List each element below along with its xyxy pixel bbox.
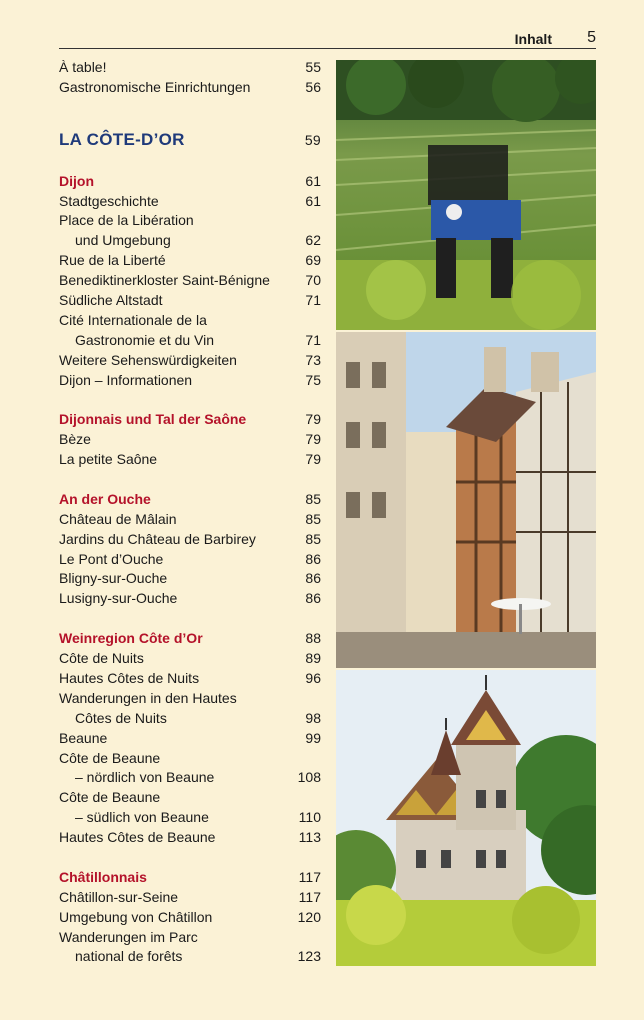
toc-entry: Hautes Côtes de Beaune 113 <box>59 829 321 846</box>
toc-section-heading: Châtillonnais 117 <box>59 868 321 885</box>
toc-entry: Stadtgeschichte 61 <box>59 192 321 209</box>
page-header <box>59 28 596 48</box>
toc-entry: Bligny-sur-Ouche 86 <box>59 570 321 587</box>
toc-entry: Wanderungen im Parc <box>59 928 198 945</box>
toc-entry: und Umgebung 62 <box>75 232 321 249</box>
toc-entry: Bèze 79 <box>59 431 321 448</box>
toc-entry: Umgebung von Châtillon 120 <box>59 908 321 925</box>
vineyard-tractor-photo <box>336 60 596 330</box>
toc-entry: À table! 55 <box>59 59 321 75</box>
toc-entry: Place de la Libération <box>59 212 194 229</box>
toc-entry: Châtillon-sur-Seine 117 <box>59 888 321 905</box>
header-title: Inhalt <box>514 31 552 47</box>
dijon-street-photo <box>336 332 596 668</box>
header-page-number: 5 <box>587 29 596 46</box>
toc-entry: Côtes de Nuits 98 <box>75 709 321 726</box>
toc-entry: Côte de Beaune <box>59 749 161 766</box>
toc-section-heading: Dijon 61 <box>59 172 321 189</box>
header-rule <box>59 48 596 49</box>
toc-entry: Côte de Nuits 89 <box>59 650 321 667</box>
photo-column <box>336 60 596 966</box>
toc-entry: Côte de Beaune <box>59 789 161 806</box>
toc-entry: Jardins du Château de Barbirey 85 <box>59 530 321 547</box>
toc-entry: Beaune 99 <box>59 729 321 746</box>
toc-entry: Dijon – Informationen 75 <box>59 371 321 388</box>
toc-entry: Benediktinerkloster Saint-Bénigne 70 <box>59 272 321 289</box>
toc-entry: Lusigny-sur-Ouche 86 <box>59 590 321 607</box>
toc-entry: Rue de la Liberté 69 <box>59 252 321 269</box>
toc-entry: La petite Saône 79 <box>59 451 321 468</box>
toc-entry: Hautes Côtes de Nuits 96 <box>59 669 321 686</box>
toc-section-heading: Dijonnais und Tal der Saône 79 <box>59 411 321 428</box>
toc-entry: – südlich von Beaune 110 <box>75 809 321 826</box>
toc-section-heading: Weinregion Côte d’Or 88 <box>59 630 321 647</box>
toc-entry: Gastronomie et du Vin 71 <box>75 331 321 348</box>
toc-entry: Le Pont d’Ouche 86 <box>59 550 321 567</box>
toc-region-heading: LA CÔTE-D’OR 59 <box>59 129 321 149</box>
toc-entry: Weitere Sehenswürdigkeiten 73 <box>59 351 321 368</box>
toc-entry: – nördlich von Beaune 108 <box>75 769 321 786</box>
toc-entry: Château de Mâlain 85 <box>59 510 321 527</box>
toc-section-heading: An der Ouche 85 <box>59 490 321 507</box>
toc-entry: Gastronomische Einrichtungen 56 <box>59 78 321 95</box>
chateau-photo <box>336 670 596 966</box>
table-of-contents <box>59 58 321 967</box>
toc-entry: Cité Internationale de la <box>59 311 207 328</box>
toc-entry: national de forêts 123 <box>75 948 321 965</box>
toc-entry: Wanderungen in den Hautes <box>59 689 237 706</box>
toc-entry: Südliche Altstadt 71 <box>59 292 321 309</box>
